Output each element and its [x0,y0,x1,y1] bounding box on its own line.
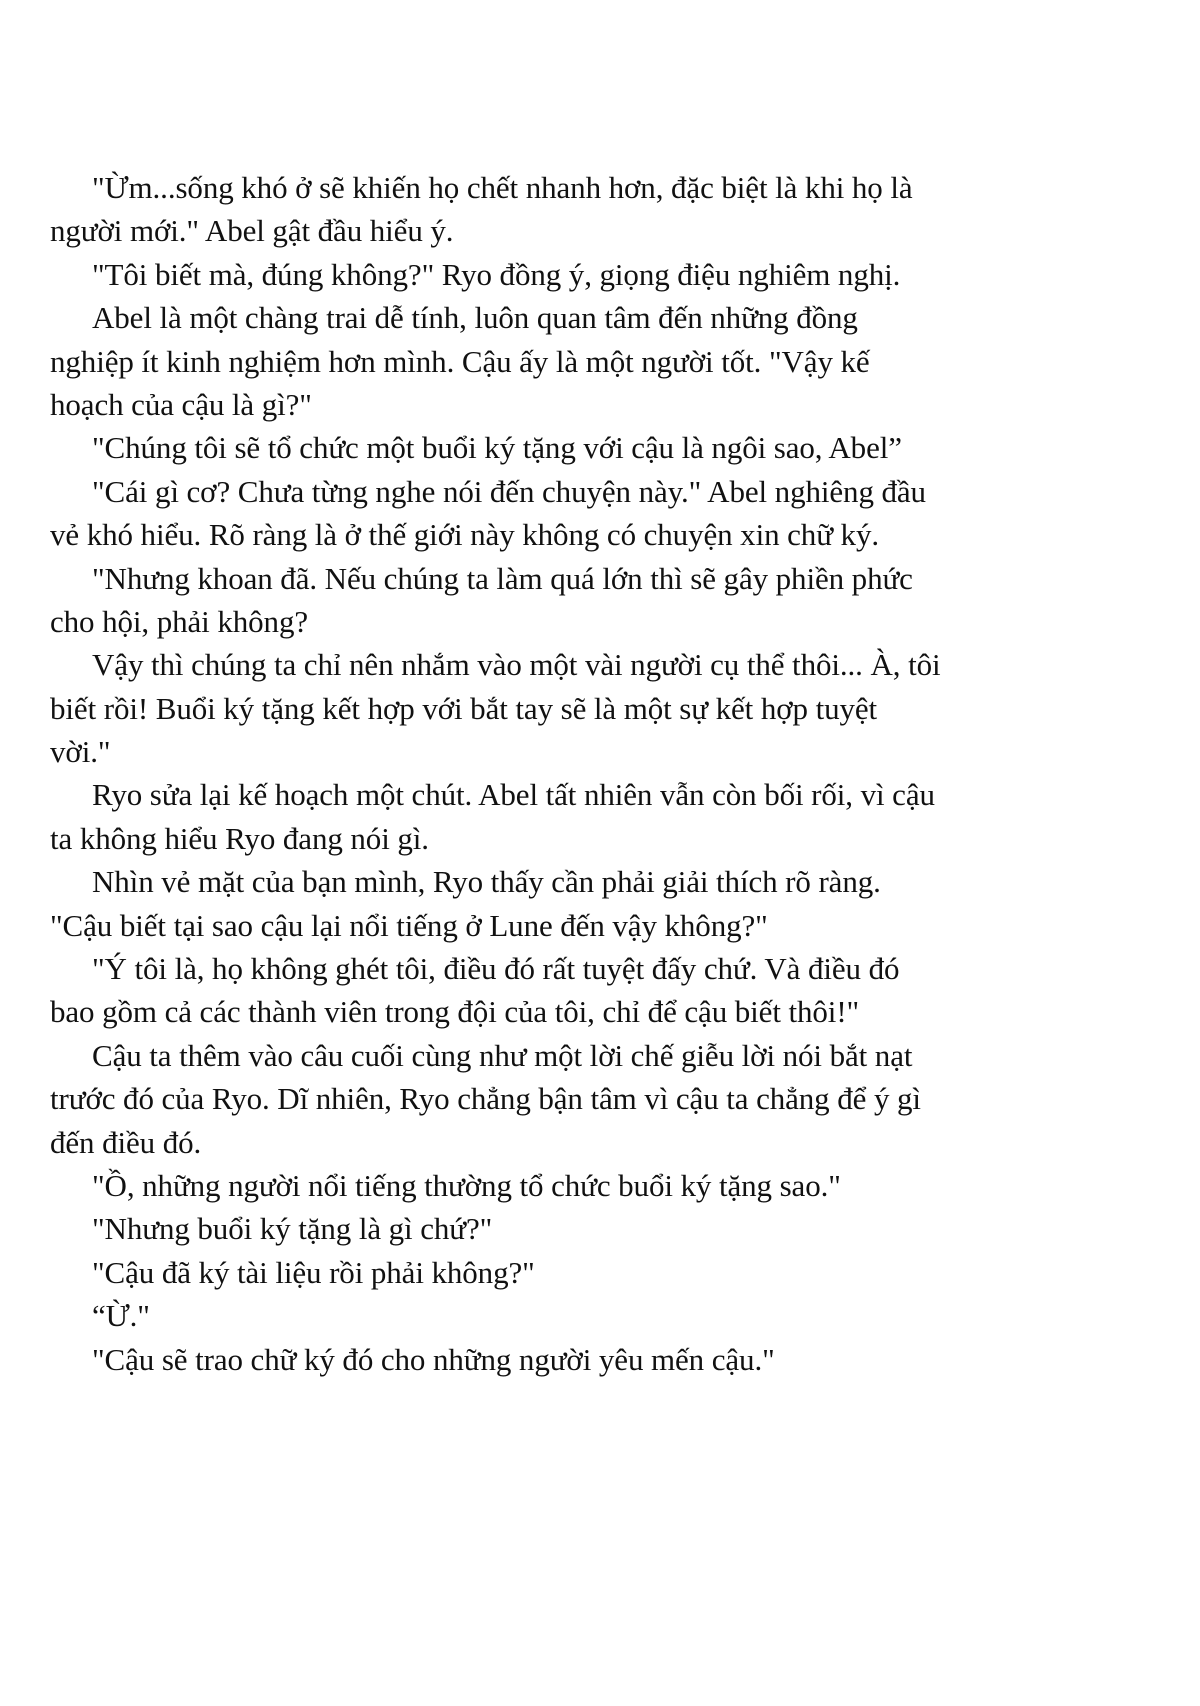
paragraph [50,1034,1160,1164]
text-line: "Cái gì cơ? Chưa từng nghe nói đến chuyện này." Abel nghiêng đầu [92,473,926,509]
text-line: đến điều đó. [50,1124,202,1160]
text-line: Nhìn vẻ mặt của bạn mình, Ryo thấy cần phải giải thích rõ ràng. [92,864,881,900]
paragraph [50,643,1160,773]
text-line: Ryo sửa lại kế hoạch một chút. Abel tất nhiên vẫn còn bối rối, vì cậu [92,777,935,813]
paragraph [50,947,1160,1034]
text-line: “Ừ." [92,1298,150,1334]
text-line: vẻ khó hiểu. Rõ ràng là ở thế giới này không có chuyện xin chữ ký. [50,517,880,553]
paragraph [50,1207,1160,1250]
text-line: trước đó của Ryo. Dĩ nhiên, Ryo chẳng bận tâm vì cậu ta chẳng để ý gì [50,1081,921,1117]
text-line: "Nhưng khoan đã. Nếu chúng ta làm quá lớn thì sẽ gây phiền phức [92,560,913,596]
paragraph [50,470,1160,557]
paragraph [50,296,1160,426]
paragraph [50,1251,1160,1294]
text-line: người mới." Abel gật đầu hiểu ý. [50,213,454,249]
text-line: "Chúng tôi sẽ tổ chức một buổi ký tặng với cậu là ngôi sao, Abel” [92,430,902,466]
paragraph [50,1164,1160,1207]
paragraph [50,1294,1160,1337]
text-line: Abel là một chàng trai dễ tính, luôn quan tâm đến những đồng [92,300,858,336]
text-line: hoạch của cậu là gì?" [50,386,312,422]
text-line: "Tôi biết mà, đúng không?" Ryo đồng ý, giọng điệu nghiêm nghị. [92,256,901,292]
text-line: cho hội, phải không? [50,603,309,639]
text-line: ta không hiểu Ryo đang nói gì. [50,820,429,856]
text-line: "Ý tôi là, họ không ghét tôi, điều đó rất tuyệt đấy chứ. Và điều đó [92,951,900,987]
document-body [50,166,1160,1381]
text-line: Cậu ta thêm vào câu cuối cùng như một lời chế giễu lời nói bắt nạt [92,1037,913,1073]
text-line: "Ừm...sống khó ở sẽ khiến họ chết nhanh hơn, đặc biệt là khi họ là [92,170,913,205]
text-line: "Cậu biết tại sao cậu lại nổi tiếng ở Lune đến vậy không?" [50,907,768,943]
paragraph [50,166,1160,253]
text-line: bao gồm cả các thành viên trong đội của tôi, chỉ để cậu biết thôi!" [50,994,860,1030]
text-line: "Nhưng buổi ký tặng là gì chứ?" [92,1211,493,1247]
text-line: Vậy thì chúng ta chỉ nên nhắm vào một vài người cụ thể thôi... À, tôi [92,647,941,683]
paragraph [50,1338,1160,1381]
text-line: "Cậu sẽ trao chữ ký đó cho những người yêu mến cậu." [92,1341,775,1377]
paragraph [50,426,1160,469]
text-line: "Cậu đã ký tài liệu rồi phải không?" [92,1254,535,1290]
paragraph [50,253,1160,296]
text-line: biết rồi! Buổi ký tặng kết hợp với bắt tay sẽ là một sự kết hợp tuyệt [50,690,878,726]
paragraph [50,860,1160,947]
paragraph [50,773,1160,860]
text-line: vời." [50,734,111,770]
text-line: nghiệp ít kinh nghiệm hơn mình. Cậu ấy là một người tốt. "Vậy kế [50,343,870,379]
text-line: "Ồ, những người nổi tiếng thường tổ chức buổi ký tặng sao." [92,1167,841,1203]
paragraph [50,557,1160,644]
